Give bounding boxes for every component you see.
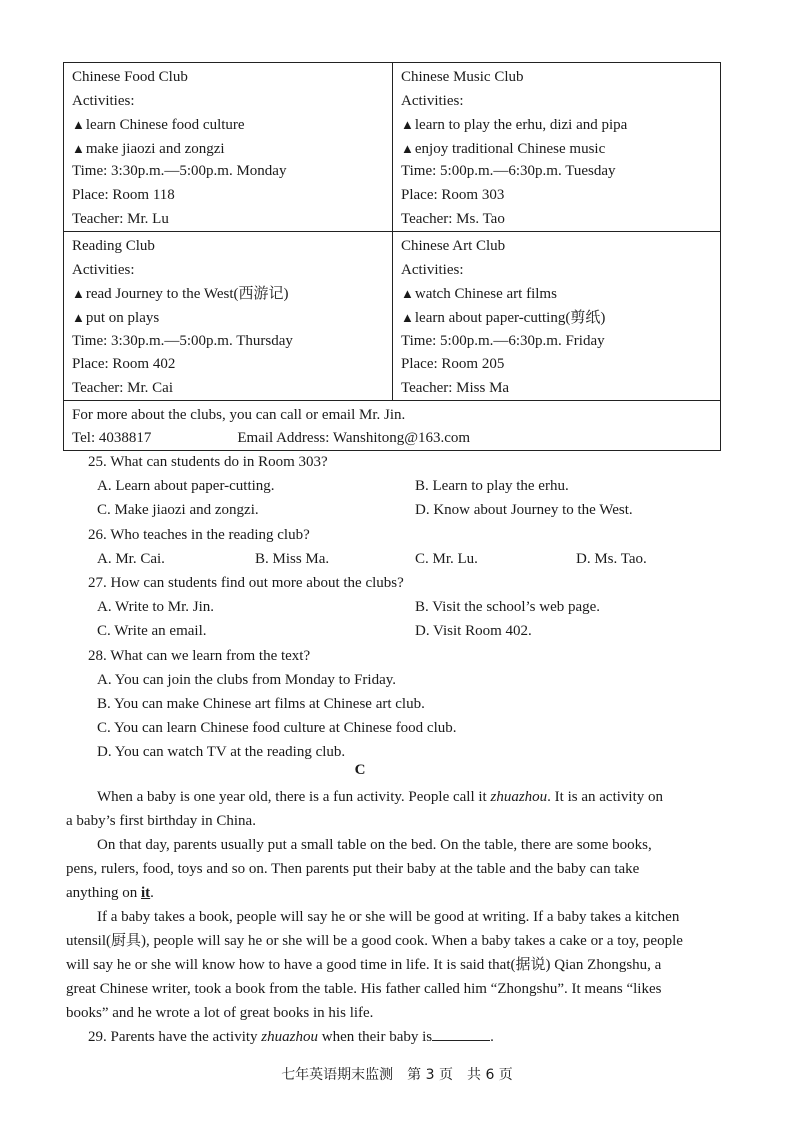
option-d[interactable]: D. Visit Room 402. bbox=[415, 623, 532, 640]
activity-item: ▲learn to play the erhu, dizi and pipa bbox=[401, 117, 628, 134]
club-place: Place: Room 205 bbox=[401, 356, 505, 373]
question-stem: 26. Who teaches in the reading club? bbox=[88, 526, 310, 543]
option-b[interactable]: B. Miss Ma. bbox=[255, 550, 330, 567]
activities-label: Activities: bbox=[72, 261, 135, 278]
club-cell-art bbox=[392, 232, 720, 400]
contact-intro: For more about the clubs, you can call or email Mr. Jin. bbox=[72, 407, 406, 424]
option-a[interactable]: A. You can join the clubs from Monday to Friday. bbox=[97, 671, 397, 688]
option-row bbox=[88, 619, 748, 643]
club-time: Time: 3:30p.m.—5:00p.m. Thursday bbox=[72, 332, 293, 349]
section-title-c: C bbox=[354, 762, 366, 778]
questions-25-28 bbox=[88, 450, 748, 764]
question-stem: 27. How can students find out more about the clubs? bbox=[88, 574, 404, 591]
option-c[interactable]: C. Make jiaozi and zongzi. bbox=[97, 502, 259, 519]
contact-details bbox=[72, 427, 470, 450]
club-place: Place: Room 402 bbox=[72, 356, 176, 373]
club-teacher: Teacher: Ms. Tao bbox=[401, 210, 505, 227]
option-row bbox=[88, 498, 748, 522]
club-place: Place: Room 303 bbox=[401, 186, 505, 203]
contact-info bbox=[64, 401, 478, 450]
activities-label: Activities: bbox=[72, 92, 135, 109]
club-name: Chinese Food Club bbox=[72, 69, 188, 85]
option-b[interactable]: B. Learn to play the erhu. bbox=[415, 478, 569, 495]
option-c[interactable]: C. Write an email. bbox=[97, 623, 207, 640]
passage-line: If a baby takes a book, people will say he or she will be good at writing. If a baby takes a kitchen bbox=[97, 909, 680, 925]
club-cell-reading bbox=[64, 232, 392, 400]
passage-line: utensil(厨具), people will say he or she will be a good cook. When a baby takes a cake or a toy, people bbox=[66, 933, 683, 949]
passage-line: pens, rulers, food, toys and so on. Then parents put their baby at the table and the baby can take bbox=[66, 861, 640, 877]
clubs-table bbox=[63, 62, 721, 451]
club-time: Time: 5:00p.m.—6:30p.m. Tuesday bbox=[401, 163, 616, 180]
clubs-row-1 bbox=[64, 63, 720, 231]
passage-line: great Chinese writer, took a book from the table. His father called him “Zhongshu”. It means “likes bbox=[66, 981, 662, 997]
option-row bbox=[88, 595, 748, 619]
question-stem: 25. What can students do in Room 303? bbox=[88, 454, 328, 470]
triangle-bullet-icon: ▲ bbox=[401, 140, 414, 156]
question-29: 29. Parents have the activity zhuazhou when their baby is . bbox=[66, 1025, 734, 1049]
club-time: Time: 5:00p.m.—6:30p.m. Friday bbox=[401, 332, 605, 349]
option-b[interactable]: B. You can make Chinese art films at Chinese art club. bbox=[97, 695, 425, 712]
club-teacher: Teacher: Mr. Cai bbox=[72, 379, 173, 396]
triangle-bullet-icon: ▲ bbox=[401, 117, 414, 133]
triangle-bullet-icon: ▲ bbox=[401, 286, 414, 302]
option-a[interactable]: A. Mr. Cai. bbox=[97, 550, 165, 567]
club-name: Chinese Art Club bbox=[401, 238, 506, 255]
contact-email: Email Address: Wanshitong@163.com bbox=[237, 430, 471, 447]
page-footer: 七年英语期末监测 第 3 页 共 6 页 bbox=[281, 1067, 513, 1083]
option-row bbox=[88, 474, 748, 498]
activity-item: ▲read Journey to the West(西游记) bbox=[72, 286, 289, 303]
passage-line: On that day, parents usually put a small table on the bed. On the table, there are some books, bbox=[97, 837, 652, 853]
option-d[interactable]: D. You can watch TV at the reading club. bbox=[97, 744, 346, 761]
activity-item: ▲make jiaozi and zongzi bbox=[72, 140, 225, 157]
activity-item: ▲learn about paper-cutting(剪纸) bbox=[401, 309, 606, 326]
passage-line: anything on it. bbox=[66, 885, 154, 901]
clubs-contact-row bbox=[64, 400, 720, 450]
passage-c bbox=[66, 785, 734, 1049]
option-row bbox=[88, 547, 748, 571]
club-name: Reading Club bbox=[72, 238, 155, 255]
passage-line: books” and he wrote a lot of great books in his life. bbox=[66, 1005, 374, 1021]
triangle-bullet-icon: ▲ bbox=[72, 309, 85, 325]
club-place: Place: Room 118 bbox=[72, 186, 175, 203]
club-cell-food bbox=[64, 63, 392, 231]
club-name: Chinese Music Club bbox=[401, 69, 524, 85]
passage-line: will say he or she will know how to have a good time in life. It is said that(据说) Qian Zhongshu, a bbox=[66, 957, 662, 973]
option-c[interactable]: C. Mr. Lu. bbox=[415, 550, 478, 567]
activity-item: ▲watch Chinese art films bbox=[401, 286, 557, 303]
option-a[interactable]: A. Write to Mr. Jin. bbox=[97, 599, 215, 616]
club-cell-music bbox=[392, 63, 720, 231]
option-c[interactable]: C. You can learn Chinese food culture at Chinese food club. bbox=[97, 720, 457, 737]
triangle-bullet-icon: ▲ bbox=[72, 140, 85, 156]
activity-item: ▲put on plays bbox=[72, 309, 160, 326]
triangle-bullet-icon: ▲ bbox=[401, 309, 414, 325]
clubs-row-2 bbox=[64, 231, 720, 400]
club-teacher: Teacher: Mr. Lu bbox=[72, 210, 169, 227]
option-d[interactable]: D. Ms. Tao. bbox=[576, 550, 647, 567]
option-a[interactable]: A. Learn about paper-cutting. bbox=[97, 478, 275, 495]
passage-line: a baby’s first birthday in China. bbox=[66, 813, 256, 829]
passage-line: When a baby is one year old, there is a fun activity. People call it zhuazhou. It is an activity on bbox=[97, 789, 663, 805]
activities-label: Activities: bbox=[401, 92, 464, 109]
option-d[interactable]: D. Know about Journey to the West. bbox=[415, 502, 633, 519]
answer-blank[interactable] bbox=[432, 1026, 490, 1041]
club-teacher: Teacher: Miss Ma bbox=[401, 379, 510, 396]
club-time: Time: 3:30p.m.—5:00p.m. Monday bbox=[72, 163, 287, 180]
triangle-bullet-icon: ▲ bbox=[72, 117, 85, 133]
activity-item: ▲enjoy traditional Chinese music bbox=[401, 140, 606, 157]
activity-item: ▲learn Chinese food culture bbox=[72, 117, 245, 134]
option-b[interactable]: B. Visit the school’s web page. bbox=[415, 599, 601, 616]
question-stem: 28. What can we learn from the text? bbox=[88, 647, 311, 664]
triangle-bullet-icon: ▲ bbox=[72, 286, 85, 302]
activities-label: Activities: bbox=[401, 261, 464, 278]
underlined-word: it bbox=[141, 885, 151, 901]
contact-tel: Tel: 4038817 bbox=[72, 430, 152, 447]
